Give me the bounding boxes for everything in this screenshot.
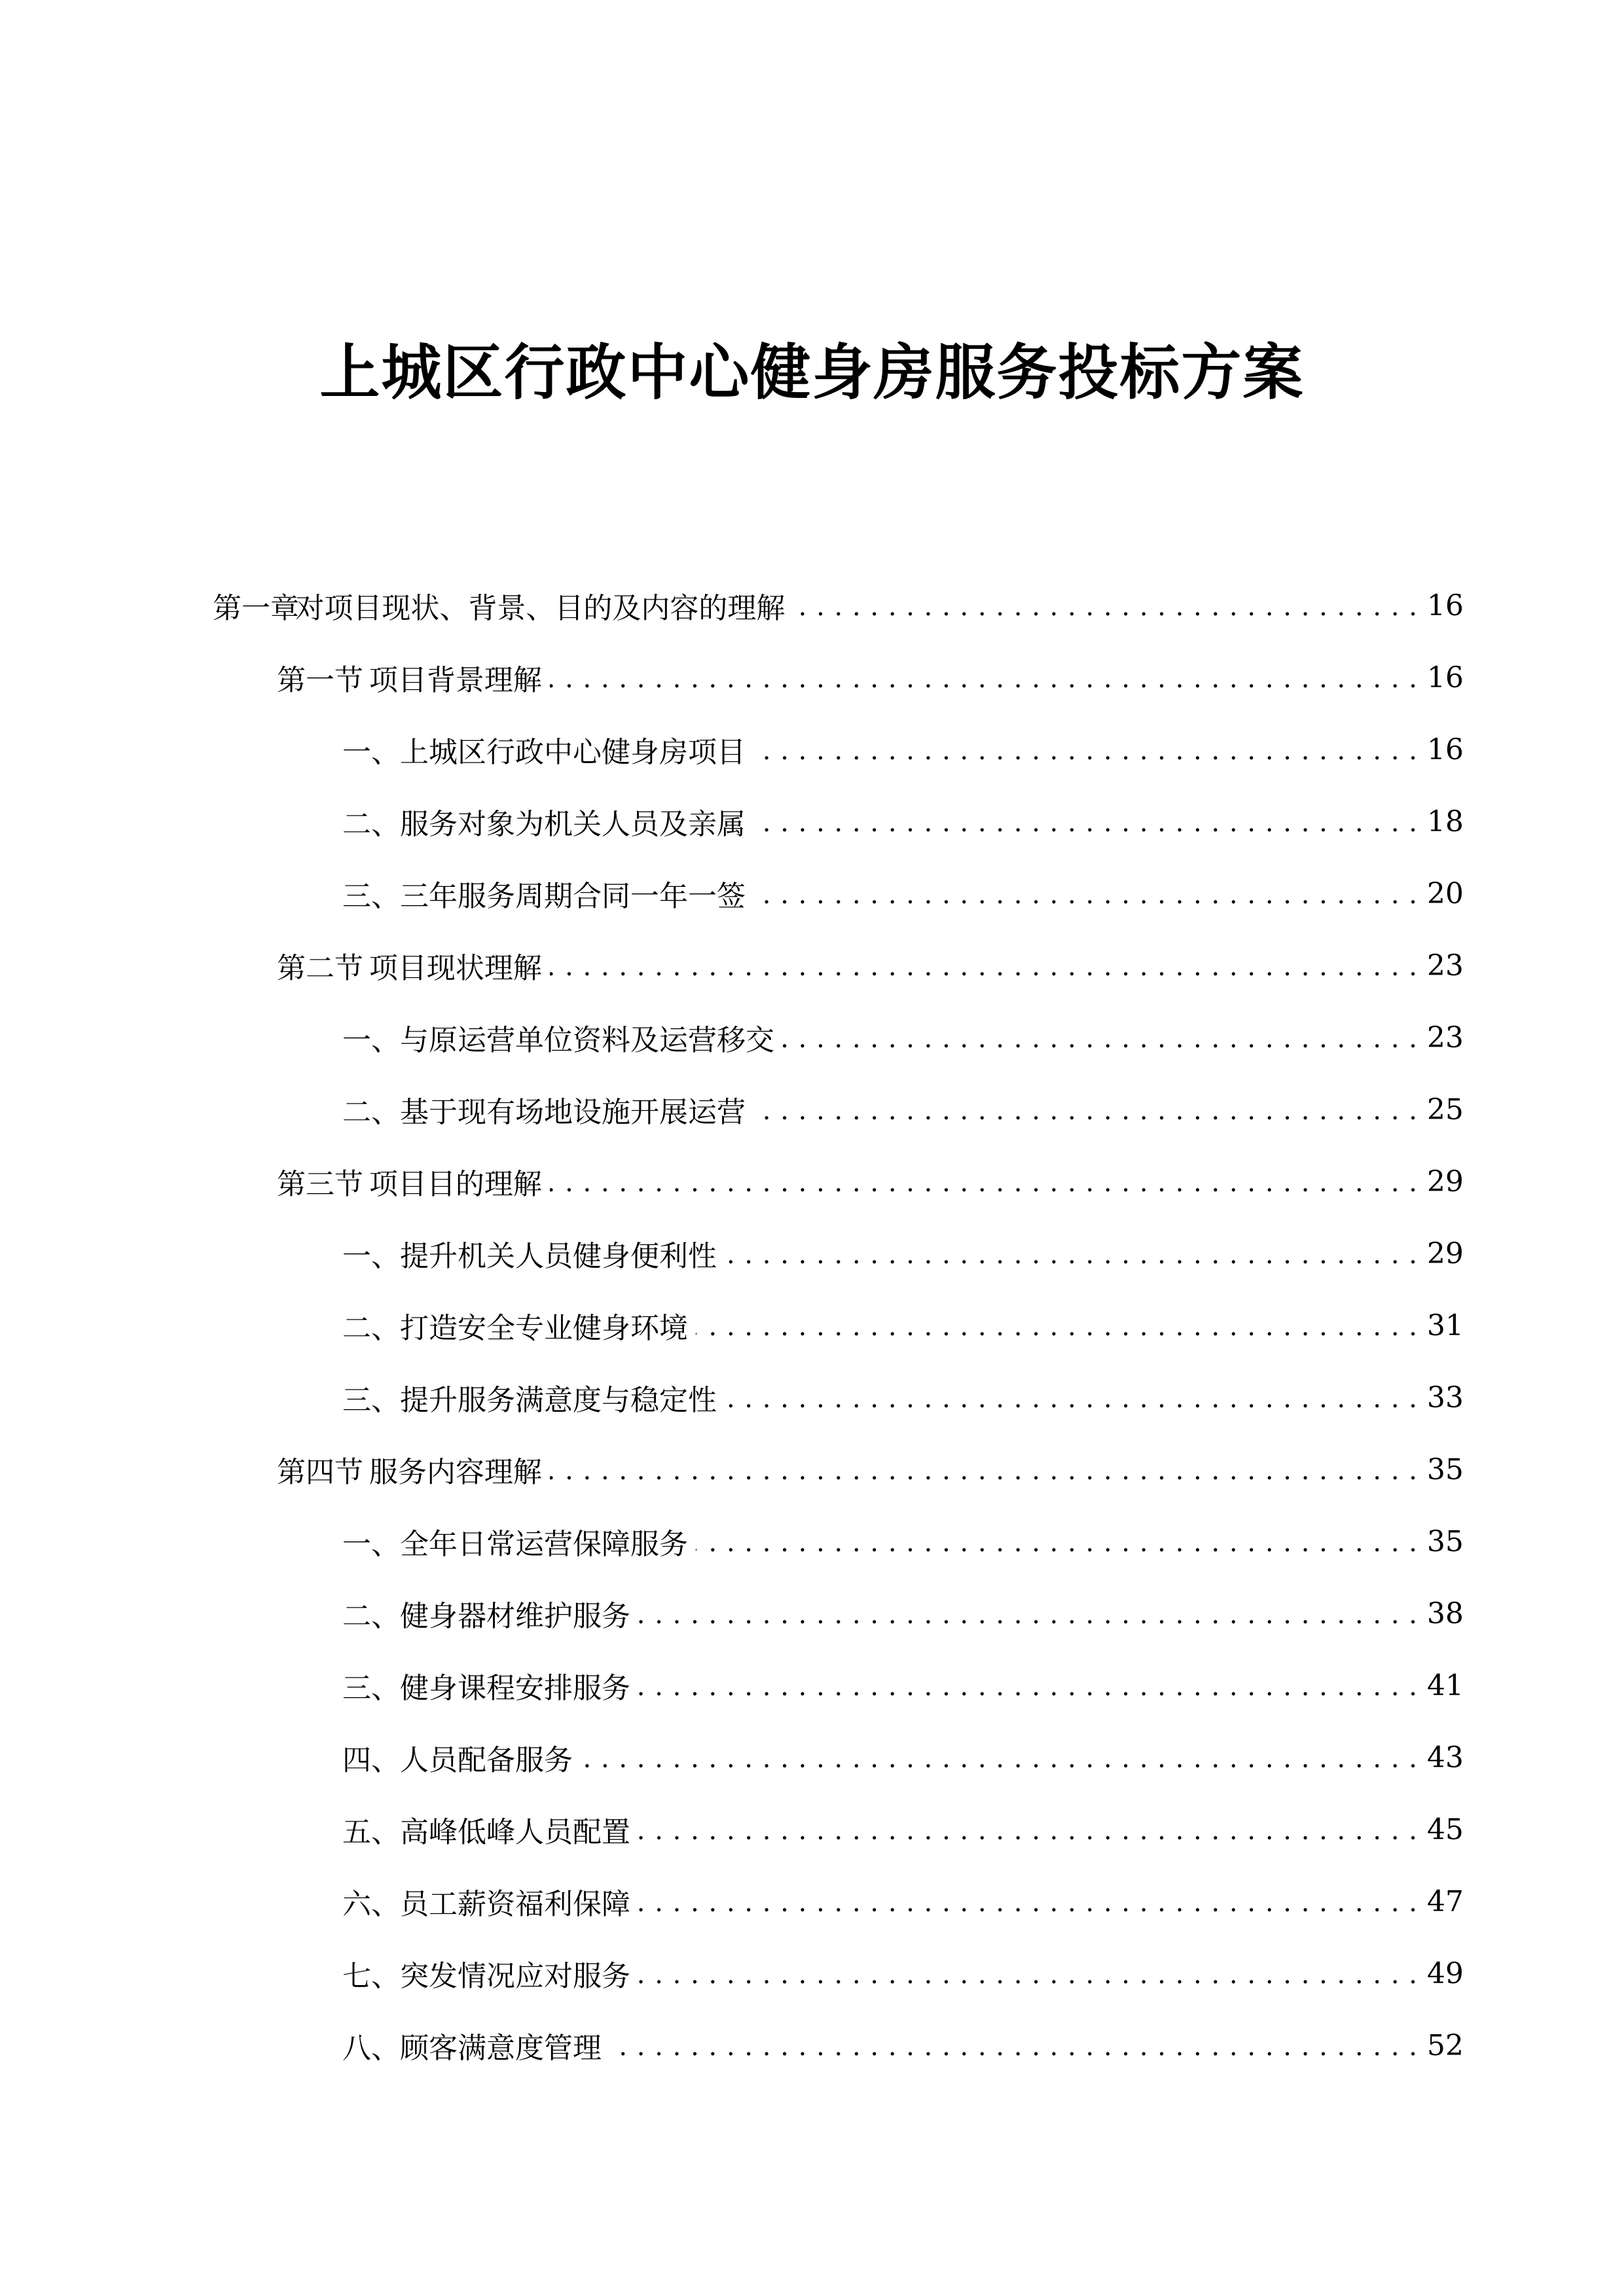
toc-entry-label: 项目目的理解 [369,1168,542,1201]
toc-entry-label: 健身器材维护服务 [400,1600,630,1633]
toc-entry-label: 与原运营单位资料及运营移交 [400,1024,774,1057]
toc-entry-number: 一、 [342,1528,400,1561]
toc-entry[interactable] [0,713,1624,785]
toc-entry-page: 16 [1427,660,1464,694]
toc-entry-page: 35 [1427,1452,1464,1486]
toc-entry-page: 52 [1427,2028,1464,2062]
toc-entry[interactable] [0,1505,1624,1577]
toc-dot-leader [550,1168,1418,1200]
toc-dot-leader [550,664,1418,696]
toc-entry-page: 45 [1427,1812,1464,1846]
toc-dot-leader [609,2032,1418,2064]
toc-dot-leader [550,1456,1418,1488]
toc-dot-leader [696,1312,1418,1344]
toc-entry-page: 38 [1427,1596,1464,1630]
toc-entry-number: 第三节 [277,1168,363,1201]
toc-entry[interactable] [0,2009,1624,2081]
toc-entry-label: 对项目现状、背景、目的及内容的理解 [295,592,785,625]
toc-entry-label: 员工薪资福利保障 [400,1888,630,1921]
toc-dot-leader [753,880,1418,912]
toc-entry[interactable] [0,1073,1624,1145]
toc-entry[interactable] [0,641,1624,713]
toc-entry[interactable] [0,569,1624,641]
toc-entry-page: 33 [1427,1380,1464,1414]
toc-entry-page: 35 [1427,1524,1464,1558]
toc-entry-number: 四、 [342,1744,400,1777]
toc-entry-label: 项目现状理解 [369,952,542,985]
toc-entry[interactable] [0,1865,1624,1937]
toc-entry-page: 43 [1427,1740,1464,1774]
toc-entry-label: 突发情况应对服务 [400,1960,630,1993]
toc-dot-leader [696,1528,1418,1560]
toc-entry-page: 31 [1427,1308,1464,1342]
toc-entry-page: 41 [1427,1668,1464,1702]
toc-entry[interactable] [0,929,1624,1001]
toc-entry-number: 第四节 [277,1456,363,1489]
toc-entry-page: 49 [1427,1956,1464,1990]
toc-entry-number: 一、 [342,1024,400,1057]
toc-entry-label: 人员配备服务 [400,1744,573,1777]
toc-dot-leader [638,1888,1418,1920]
toc-entry-page: 16 [1427,588,1464,622]
toc-entry-page: 29 [1427,1164,1464,1198]
toc-entry-label: 上城区行政中心健身房项目 [400,736,746,769]
toc-entry-number: 二、 [342,1312,400,1345]
toc-dot-leader [725,1240,1418,1272]
toc-entry-label: 高峰低峰人员配置 [400,1816,630,1849]
toc-entry[interactable] [0,1361,1624,1433]
toc-entry[interactable] [0,1577,1624,1649]
toc-entry-number: 二、 [342,1096,400,1129]
toc-entry[interactable] [0,1433,1624,1505]
toc-entry-label: 打造安全专业健身环境 [400,1312,688,1345]
toc-entry[interactable] [0,1649,1624,1721]
document-title: 上城区行政中心健身房服务投标方案 [319,338,1305,408]
toc-entry-number: 七、 [342,1960,400,1993]
toc-entry-page: 16 [1427,732,1464,766]
toc-dot-leader [581,1744,1418,1776]
toc-dot-leader [638,1960,1418,1992]
table-of-contents [0,569,1624,2081]
toc-entry-page: 25 [1427,1092,1464,1126]
toc-dot-leader [793,592,1418,624]
toc-entry-page: 18 [1427,804,1464,838]
toc-entry-label: 全年日常运营保障服务 [400,1528,688,1561]
toc-entry-label: 服务内容理解 [369,1456,542,1489]
toc-entry-number: 第一章 [213,592,299,625]
toc-entry[interactable] [0,1289,1624,1361]
toc-entry-number: 六、 [342,1888,400,1921]
toc-entry[interactable] [0,1001,1624,1073]
toc-entry-number: 二、 [342,808,400,841]
toc-entry-page: 23 [1427,948,1464,982]
toc-entry[interactable] [0,1937,1624,2009]
toc-dot-leader [753,1096,1418,1128]
toc-dot-leader [753,808,1418,840]
toc-entry-label: 提升机关人员健身便利性 [400,1240,717,1273]
toc-entry-number: 三、 [342,880,400,913]
toc-entry-page: 20 [1427,876,1464,910]
toc-dot-leader [638,1600,1418,1632]
toc-dot-leader [638,1672,1418,1704]
toc-entry-label: 项目背景理解 [369,664,542,697]
toc-entry-number: 一、 [342,1240,400,1273]
toc-entry-number: 二、 [342,1600,400,1633]
toc-entry[interactable] [0,785,1624,857]
toc-entry-label: 服务对象为机关人员及亲属 [400,808,746,841]
toc-entry-label: 顾客满意度管理 [400,2032,602,2065]
toc-entry-label: 健身课程安排服务 [400,1672,630,1705]
toc-entry-page: 29 [1427,1236,1464,1270]
toc-entry-number: 第一节 [277,664,363,697]
toc-entry-number: 第二节 [277,952,363,985]
toc-entry[interactable] [0,1217,1624,1289]
toc-entry-number: 八、 [342,2032,400,2065]
toc-entry-label: 基于现有场地设施开展运营 [400,1096,746,1129]
toc-entry-number: 三、 [342,1672,400,1705]
toc-entry-label: 三年服务周期合同一年一签 [400,880,746,913]
toc-entry-number: 五、 [342,1816,400,1849]
toc-entry-page: 47 [1427,1884,1464,1918]
toc-entry[interactable] [0,1793,1624,1865]
toc-dot-leader [753,736,1418,768]
toc-entry[interactable] [0,1145,1624,1217]
toc-dot-leader [550,952,1418,984]
toc-entry[interactable] [0,857,1624,929]
toc-entry-page: 23 [1427,1020,1464,1054]
toc-dot-leader [638,1816,1418,1848]
toc-entry-number: 三、 [342,1384,400,1417]
toc-dot-leader [725,1384,1418,1416]
toc-entry-number: 一、 [342,736,400,769]
toc-entry[interactable] [0,1721,1624,1793]
toc-entry-label: 提升服务满意度与稳定性 [400,1384,717,1417]
toc-dot-leader [782,1024,1418,1056]
